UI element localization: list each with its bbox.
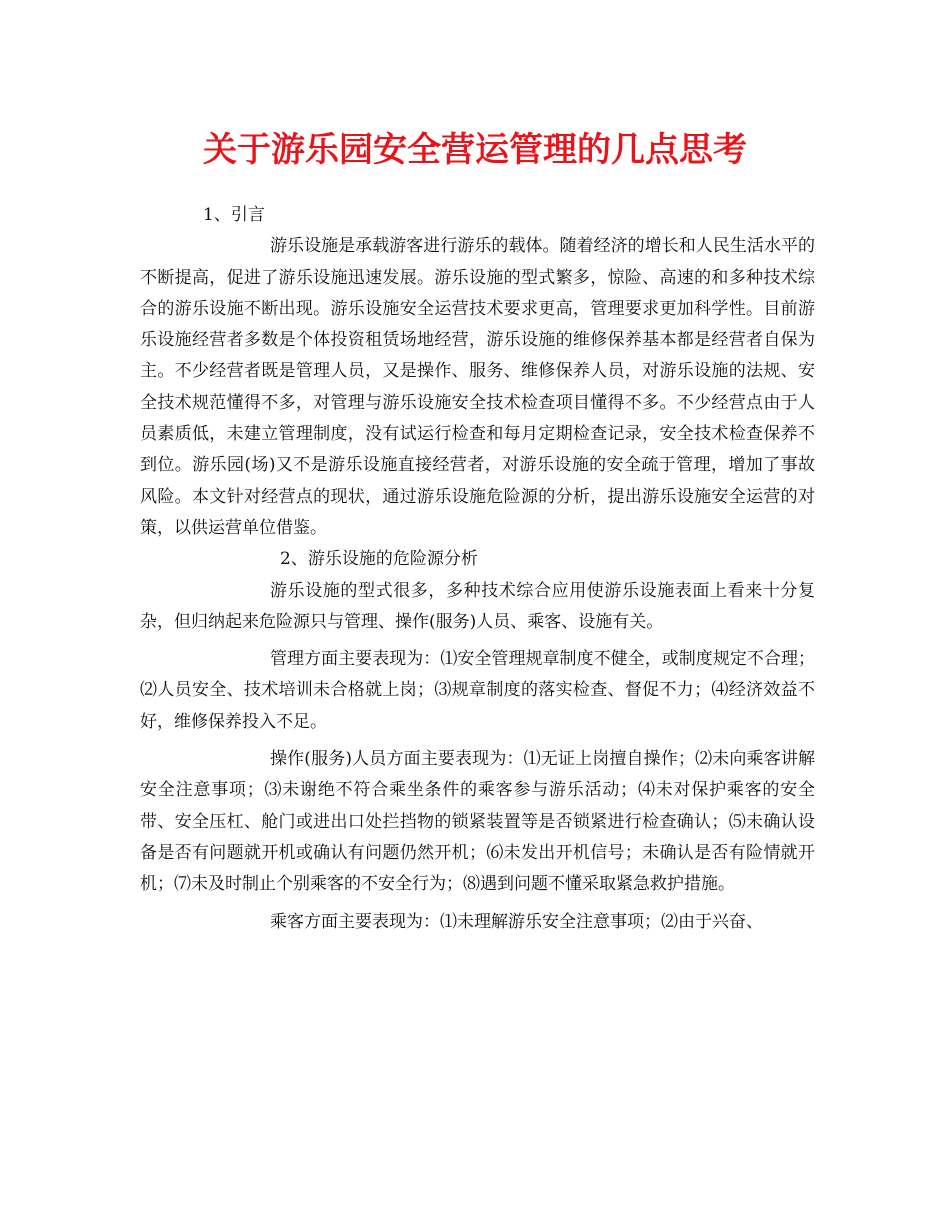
- paragraph-intro: 游乐设施是承载游客进行游乐的载体。随着经济的增长和人民生活水平的不断提高，促进了游乐设施迅速发展。游乐设施的型式繁多，惊险、高速的和多种技术综合的游乐设施不断出现。游乐设施安全运营技术要求更高，管理要求更加科学性。目前游乐设施经营者多数是个体投资租赁场地经营，游乐设施的维修保养基本都是经营者自保为主。不少经营者既是管理人员，又是操作、服务、维修保养人员，对游乐设施的法规、安全技术规范懂得不多，对管理与游乐设施安全技术检查项目懂得不多。不少经营点由于人员素质低，未建立管理制度，没有试运行检查和每月定期检查记录，安全技术检查保养不到位。游乐园(场)又不是游乐设施直接经营者，对游乐设施的安全疏于管理，增加了事故风险。本文针对经营点的现状，通过游乐设施危险源的分析，提出游乐设施安全运营的对策，以供运营单位借鉴。: [140, 236, 815, 538]
- section-heading-hazard-analysis: 2、游乐设施的危险源分析: [280, 549, 478, 570]
- paragraph-hazard-overview: 游乐设施的型式很多，多种技术综合应用使游乐设施表面上看来十分复杂，但归纳起来危险源只与管理、操作(服务)人员、乘客、设施有关。: [140, 580, 815, 632]
- paragraph-operators: 操作(服务)人员方面主要表现为：⑴无证上岗擅自操作；⑵未向乘客讲解安全注意事项；⑶未谢绝不符合乘坐条件的乘客参与游乐活动；⑷未对保护乘客的安全带、安全压杠、舱门或进出口处拦挡物的锁紧装置等是否锁紧进行检查确认；⑸未确认设备是否有问题就开机或确认有问题仍然开机；⑹未发出开机信号；未确认是否有险情就开机；⑺未及时制止个别乘客的不安全行为；⑻遇到问题不懂采取紧急救护措施。: [140, 749, 815, 895]
- paragraph-passengers: 乘客方面主要表现为：⑴未理解游乐安全注意事项；⑵由于兴奋、: [270, 911, 763, 932]
- document-title: 关于游乐园安全营运管理的几点思考: [203, 130, 747, 170]
- section-heading-intro: 1、引言: [203, 205, 265, 225]
- document-body: [140, 200, 815, 938]
- paragraph-management: 管理方面主要表现为：⑴安全管理规章制度不健全，或制度规定不合理；⑵人员安全、技术培训未合格就上岗；⑶规章制度的落实检查、督促不力；⑷经济效益不好，维修保养投入不足。: [140, 649, 815, 732]
